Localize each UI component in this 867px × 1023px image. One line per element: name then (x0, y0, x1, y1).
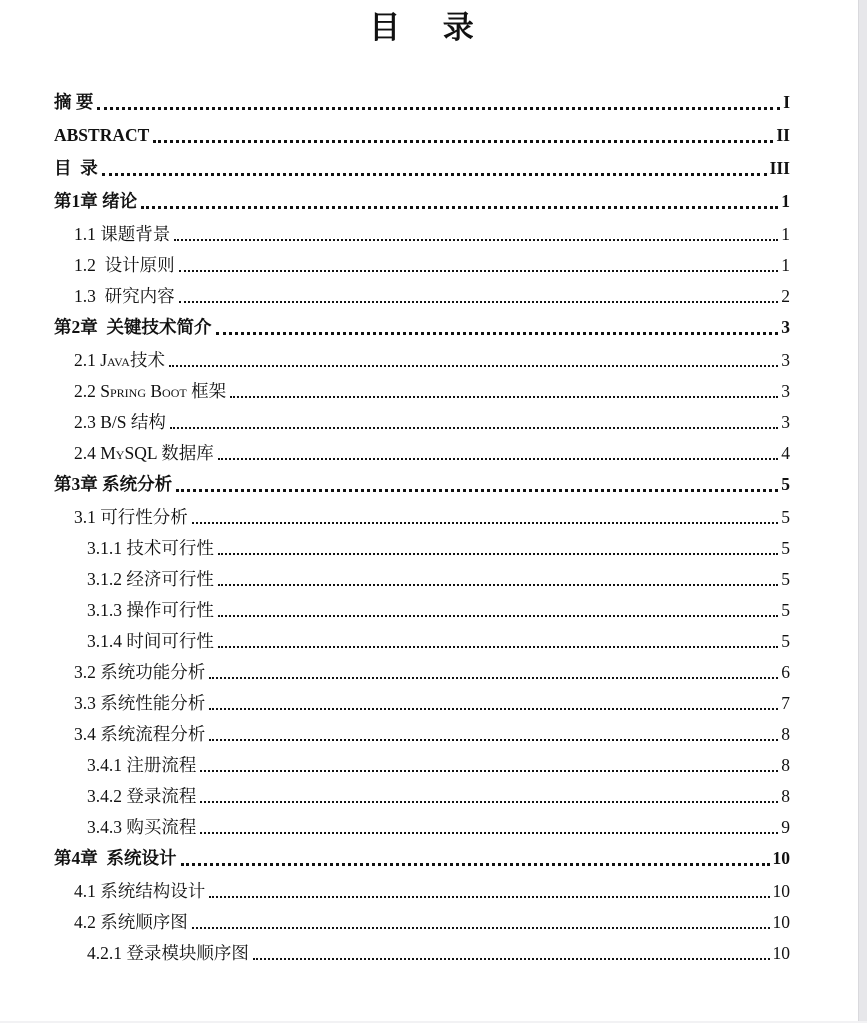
page-title: 目 录 (369, 10, 475, 45)
toc-leader-dots (218, 457, 778, 460)
toc-page-number: 8 (781, 724, 790, 744)
toc-entry[interactable] (54, 600, 790, 621)
toc-page-number: 10 (772, 943, 790, 963)
toc-entry[interactable] (54, 724, 790, 745)
toc-page-number: 5 (781, 538, 790, 558)
toc-page-number: 5 (781, 600, 790, 620)
toc-entry-label: 3.4.3 购买流程 (87, 817, 197, 837)
toc-entry-label: 3.2 系统功能分析 (74, 662, 206, 682)
toc-entry[interactable] (54, 443, 790, 464)
toc-entry-label: 3.1 可行性分析 (74, 507, 188, 527)
toc-entry[interactable] (54, 125, 790, 146)
toc-leader-dots (218, 583, 778, 586)
toc-leader-dots (102, 172, 767, 176)
toc-leader-dots (192, 926, 770, 929)
toc-entry-label: 4.2.1 登录模块顺序图 (87, 943, 249, 963)
toc-entry[interactable] (54, 848, 790, 869)
toc-entry[interactable] (54, 158, 790, 179)
toc-leader-dots (174, 238, 778, 241)
toc-leader-dots (218, 645, 778, 648)
toc-entry[interactable] (54, 943, 790, 964)
toc-page-number: II (776, 125, 790, 145)
toc-entry-label: 3.4.2 登录流程 (87, 786, 197, 806)
toc-entry-label: 1.1 课题背景 (74, 224, 171, 244)
toc-entry[interactable] (54, 350, 790, 371)
toc-leader-dots (169, 364, 778, 367)
toc-page-number: 3 (781, 412, 790, 432)
toc-page-number: III (769, 158, 790, 178)
toc-leader-dots (209, 738, 778, 741)
toc-entry[interactable] (54, 286, 790, 307)
toc-entry-label: 第1章 绪论 (54, 191, 138, 211)
toc-entry[interactable] (54, 538, 790, 559)
toc-page-number: 3 (781, 317, 790, 337)
toc-entry-label: 4.2 系统顺序图 (74, 912, 188, 932)
toc-entry-label: 第3章 系统分析 (54, 474, 173, 494)
toc-entry-label: 3.3 系统性能分析 (74, 693, 206, 713)
toc-entry-label: 4.1 系统结构设计 (74, 881, 206, 901)
toc-leader-dots (200, 831, 778, 834)
toc-leader-dots (170, 426, 778, 429)
toc-leader-dots (200, 769, 778, 772)
toc-page-number: 10 (772, 881, 790, 901)
toc-entry[interactable] (54, 881, 790, 902)
toc-leader-dots (209, 895, 769, 898)
toc-page-number: 6 (781, 662, 790, 682)
toc-leader-dots (216, 331, 779, 335)
toc-page-number: 1 (781, 191, 790, 211)
toc-page-number: 5 (781, 569, 790, 589)
toc-page-number: 10 (772, 912, 790, 932)
toc-entry[interactable] (54, 191, 790, 212)
toc-leader-dots (218, 614, 778, 617)
toc-leader-dots (218, 552, 778, 555)
toc-page-number: 8 (781, 786, 790, 806)
toc-leader-dots (200, 800, 778, 803)
toc-page-number: 7 (781, 693, 790, 713)
toc-entry-label: 3.1.1 技术可行性 (87, 538, 214, 558)
toc-leader-dots (230, 395, 778, 398)
toc-page-number: 8 (781, 755, 790, 775)
toc-leader-dots (209, 676, 778, 679)
toc-page-number: 5 (781, 474, 790, 494)
toc-leader-dots (192, 521, 779, 524)
toc-leader-dots (253, 957, 770, 960)
toc-entry[interactable] (54, 662, 790, 683)
toc-entry[interactable] (54, 817, 790, 838)
toc-entry-label: 3.1.4 时间可行性 (87, 631, 214, 651)
page-edge-scrollbar[interactable] (858, 0, 867, 1023)
toc-page-number: 3 (781, 350, 790, 370)
toc-entry[interactable] (54, 786, 790, 807)
toc-entry[interactable] (54, 755, 790, 776)
toc-leader-dots (181, 862, 770, 866)
toc-entry-label: 摘 要 (54, 92, 94, 112)
toc-page-number: 3 (781, 381, 790, 401)
toc-entry-label: 3.4 系统流程分析 (74, 724, 206, 744)
toc-entry-label: 目 录 (54, 158, 98, 178)
toc-entry-label: ABSTRACT (54, 125, 150, 145)
toc-entry-label: 2.3 B/S 结构 (74, 412, 166, 432)
toc-entry[interactable] (54, 569, 790, 590)
toc-page-number: 4 (781, 443, 790, 463)
toc-leader-dots (97, 106, 780, 110)
toc-entry-label: 3.1.2 经济可行性 (87, 569, 214, 589)
toc-entry-label: 1.2 设计原则 (74, 255, 175, 275)
toc-page-number: 1 (781, 224, 790, 244)
toc-entry[interactable] (54, 693, 790, 714)
toc-page-number: 2 (781, 286, 790, 306)
toc-leader-dots (153, 139, 773, 143)
toc-entry[interactable] (54, 507, 790, 528)
toc-entry-label: 3.1.3 操作可行性 (87, 600, 214, 620)
toc-leader-dots (209, 707, 778, 710)
toc-entry-label: 1.3 研究内容 (74, 286, 175, 306)
toc-entry[interactable] (54, 474, 790, 495)
toc-entry[interactable] (54, 255, 790, 276)
toc-page-number: 10 (772, 848, 790, 868)
toc-page-number: I (783, 92, 790, 112)
toc-leader-dots (141, 205, 778, 209)
toc-entry[interactable] (54, 631, 790, 652)
toc-entry[interactable] (54, 412, 790, 433)
toc-entry[interactable] (54, 92, 790, 113)
toc-page-number: 5 (781, 507, 790, 527)
toc-page-number: 5 (781, 631, 790, 651)
toc-entry-label: 第4章 系统设计 (54, 848, 177, 868)
toc-entry-label: 第2章 关键技术简介 (54, 317, 212, 337)
toc-entry-label: 2.2 Spring Boot 框架 (74, 381, 227, 401)
toc-entry[interactable] (54, 317, 790, 338)
toc-entry-label: 3.4.1 注册流程 (87, 755, 197, 775)
toc-entry[interactable] (54, 381, 790, 402)
toc-entry-label: 2.4 MySQL 数据库 (74, 443, 214, 463)
toc-leader-dots (179, 269, 779, 272)
toc-leader-dots (179, 300, 779, 303)
toc-list (54, 92, 790, 964)
toc-page-number: 9 (781, 817, 790, 837)
toc-entry-label: 2.1 Java技术 (74, 350, 165, 370)
toc-entry[interactable] (54, 224, 790, 245)
toc-page-number: 1 (781, 255, 790, 275)
toc-entry[interactable] (54, 912, 790, 933)
toc-leader-dots (176, 488, 778, 492)
